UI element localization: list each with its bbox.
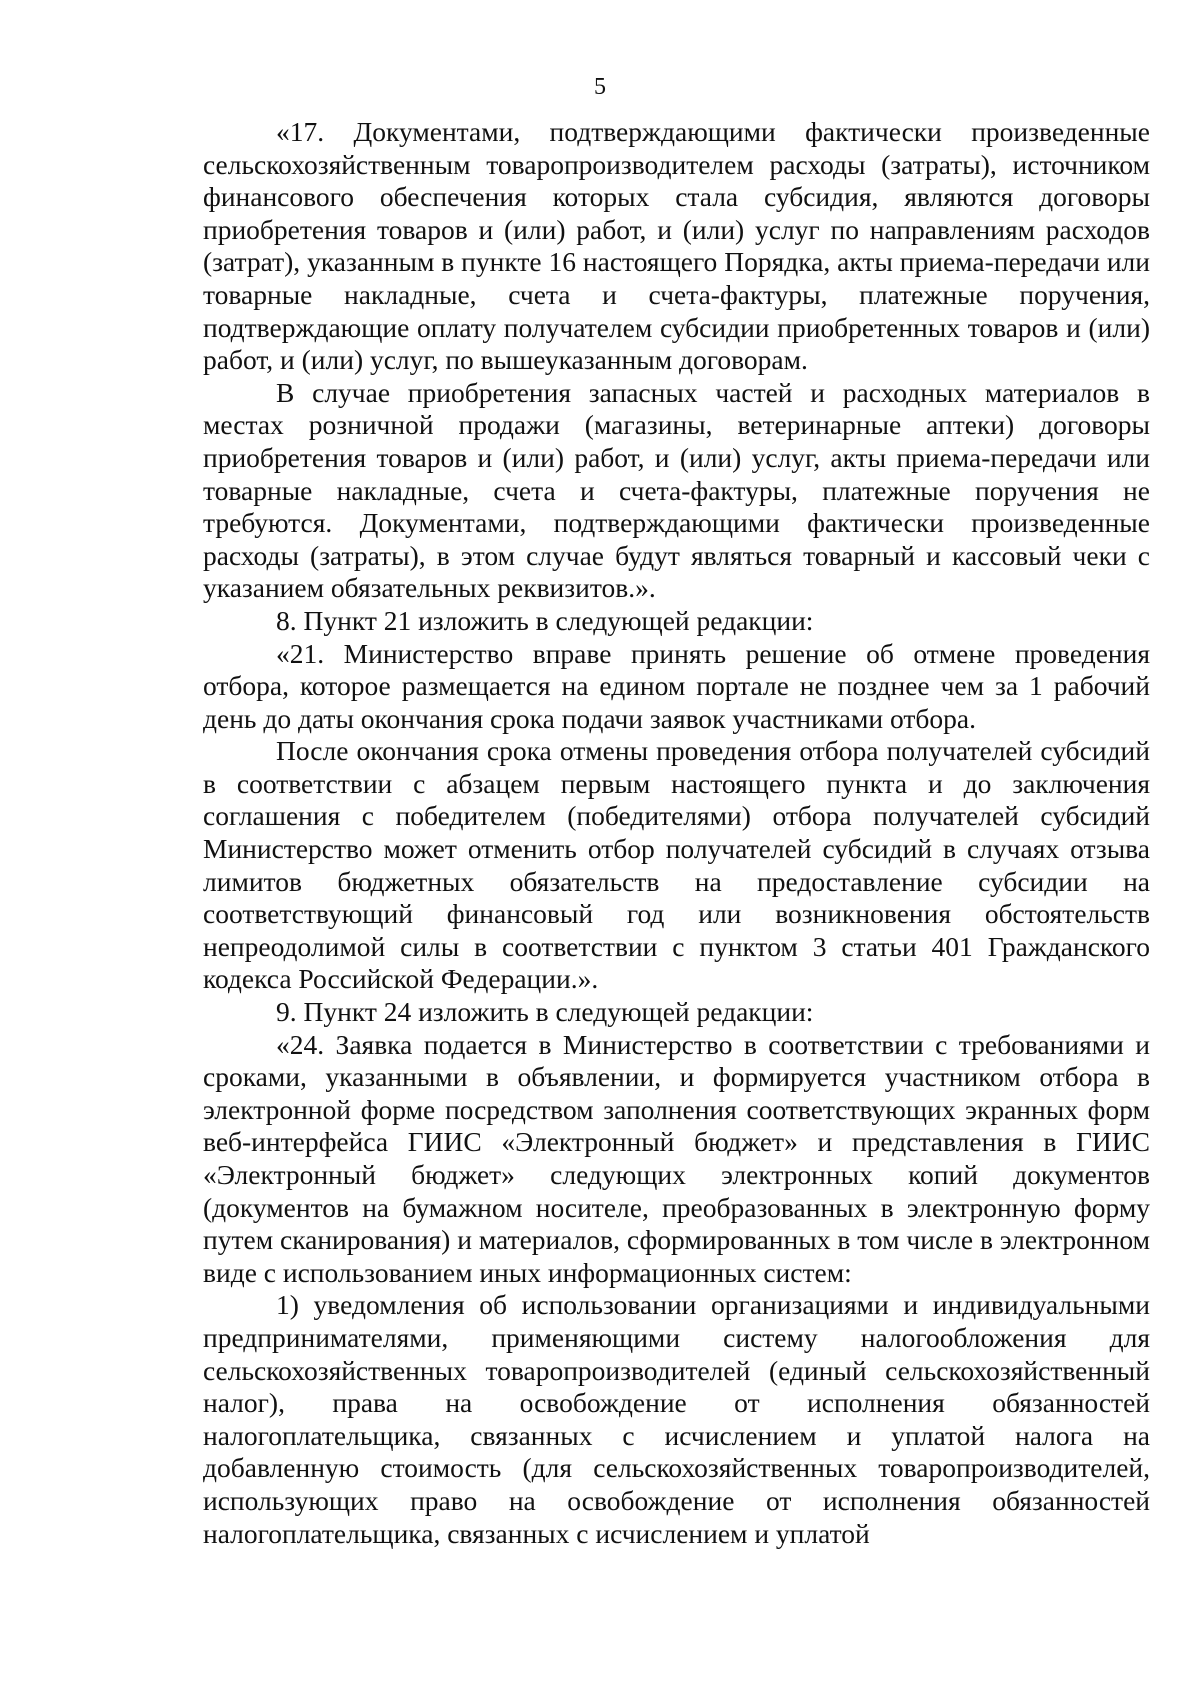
paragraph-item-24: «24. Заявка подается в Министерство в соответствии с требованиями и сроками, указанными в объявлении, и формируется участником отбора в электронной форме посредством заполнения соответствующих экранных форм веб-интерфейса ГИИС «Электронный бюджет» и представления в ГИИС «Электронный бюджет» следующих электронных копий документов (документов на бумажном носителе, преобразованных в электронную форму путем сканирования) и материалов, сформированных в том числе в электронном виде с использованием иных информационных систем: xyxy=(203,1028,1150,1288)
paragraph-amend-point-24: 9. Пункт 24 изложить в следующей редакции: xyxy=(276,996,814,1028)
page-number: 5 xyxy=(594,74,606,100)
paragraph-subitem-1: 1) уведомления об использовании организациями и индивидуальными предпринимателями, применяющими систему налогообложения для сельскохозяйственных товаропроизводителей (единый сельскохозяйственный налог), права на освобождение от исполнения обязанностей налогоплательщика, связанных с исчислением и уплатой налога на добавленную стоимость (для сельскохозяйственных товаропроизводителей, использующих право на освобождение от исполнения обязанностей налогоплательщика, связанных с исчислением и уплатой xyxy=(203,1289,1150,1549)
paragraph-cancel-selection: После окончания срока отмены проведения отбора получателей субсидий в соответствии с абзацем первым настоящего пункта и до заключения соглашения с победителем (победителями) отбора получателей субсидий Министерство может отменить отбор получателей субсидий в случаях отзыва лимитов бюджетных обязательств на предоставление субсидии на соответствующий финансовый год или возникновения обстоятельств непреодолимой силы в соответствии с пунктом 3 статьи 401 Гражданского кодекса Российской Федерации.». xyxy=(203,735,1150,995)
paragraph-amend-point-21: 8. Пункт 21 изложить в следующей редакции: xyxy=(276,604,814,636)
paragraph-item-21: «21. Министерство вправе принять решение об отмене проведения отбора, которое размещается на едином портале не позднее чем за 1 рабочий день до даты окончания срока подачи заявок участниками отбора. xyxy=(203,637,1150,734)
document-body xyxy=(203,116,1150,1550)
paragraph-item-17: «17. Документами, подтверждающими фактически произведенные сельскохозяйственным товаропроизводителем расходы (затраты), источником финансового обеспечения которых стала субсидия, являются договоры приобретения товаров и (или) работ, и (или) услуг по направлениям расходов (затрат), указанным в пункте 16 настоящего Порядка, акты приема-передачи или товарные накладные, счета и счета-фактуры, платежные поручения, подтверждающие оплату получателем субсидии приобретенных товаров и (или) работ, и (или) услуг, по вышеуказанным договорам. xyxy=(203,116,1150,376)
paragraph-retail-purchase: В случае приобретения запасных частей и расходных материалов в местах розничной продажи (магазины, ветеринарные аптеки) договоры приобретения товаров и (или) работ, и (или) услуг, акты приема-передачи или товарные накладные, счета и счета-фактуры, платежные поручения не требуются. Документами, подтверждающими фактически произведенные расходы (затраты), в этом случае будут являться товарный и кассовый чеки с указанием обязательных реквизитов.». xyxy=(203,376,1150,604)
